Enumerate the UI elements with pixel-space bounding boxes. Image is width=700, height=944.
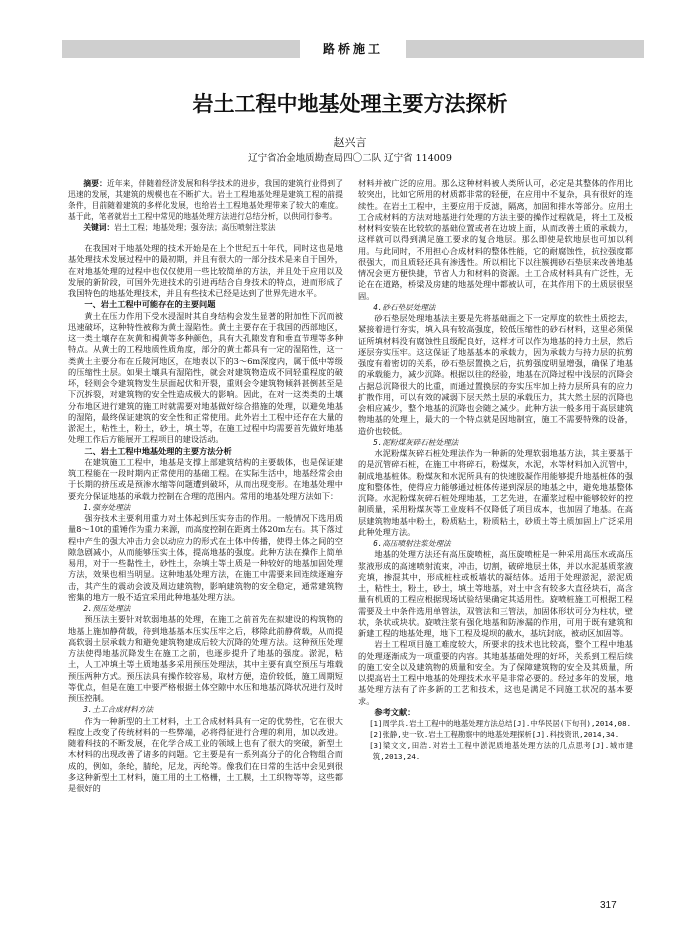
body-paragraph: 岩土工程项目施工难度较大，所要求的技术也比较高，整个工程中地基的处理逐渐成为一项重要的内容。其地基基础处理的好坏，关系到工程后续的施工安全以及建筑物的质量和安全。为了保障建筑物的安全及其质量，所以提高岩土工程中地基的处理技术水平是非常必要的。经过多年的发展，地基处理方法有了许多新的工艺和技术，这也是满足不同施工状况的基本要求。 — [358, 639, 633, 706]
body-paragraph: 黄土在压力作用下受水浸湿时其自身结构会发生显著的附加性下沉而被迅速破坏，这种特性被称为黄土湿陷性。黄土主要存在于我国的西部地区，这一类土壤存在灰黄和褐黄等多种颜色，具有大孔隙发育和垂直节理等多种特点。从黄土的工程地质性质角度，部分的黄土都具有一定的湿陷性，这一类黄土主要分布在丘陵河地区，在地表以下的3～6m深度内，属于低中等级的压缩性土层。如果土壤具有湿陷性，就会对建筑物造成不同轻重程度的破坏，轻则会令建筑物发生层面起伏和开裂，重则会令建筑物倾斜甚倒甚至是下沉拆裂，对建筑物的安全性造成极大的影响。因此，在对一这类类的土壤分布地区进行建筑的施工时就需要对地基做好综合措施的处理，以避免地基的湿陷，最终保证建筑的安全性和正常使用。此外岩土工程中还存在大量的淤泥土，粘性土，粉土，砂土，填土等，在施工过程中均需要首先做好地基处理工作后方能展开工程项目的建设活动。 — [68, 310, 343, 445]
abstract-paragraph — [68, 178, 343, 222]
subsection-heading: 3.土工合成材料方法 — [83, 705, 154, 715]
body-paragraph: 地基的处理方法还有高压旋喷桩，高压旋喷桩是一种采用高压水或高压浆液形成的高速喷射流束，冲击，切割，破碎地层土体，并以水泥基质浆液充填，掺混其中，形成桩柱或板墙状的凝结体。适用于处理淤泥，淤泥质土，粘性土，粉土，砂土，填土等地基，对土中含有较多大直径块石，高含量有机质的工程应根据现场试验结果确定其适用性。旋喷桩施工可根据工程需要及土中条件选用单管法，双管法和三管法，加固体形状可分为柱状，壁状，条状或块状。旋喷注浆有强化地基和防渗漏的作用，可用于既有建筑和新建工程的地基处理，地下工程及堤坝的截水，基坑封底，被动区加固等。 — [358, 549, 633, 638]
reference-item: [2]张静,史一钦.岩土工程勘察中的地基处理探析[J].科技资讯,2014,34. — [369, 730, 620, 739]
body-paragraph: 强夯技术主要利用重力对土体起到压实夯击的作用。一般情况下选用质量8～10t的重锤作为重力来源，而高度控制在距离土体20m左右。其下落过程中产生的强大冲击力会以动应力的形式在土体中传播，使得土体之间的空隙急剧减小，从而能够压实土体，提高地基的强度。此种方法在操作上简单易用，对于一些黏性土，砂性土，杂填土等土质是一种较好的地基加固处理方法，效果也相当明显。这种地基处理方法，在施工中需要来回连续逐遍夯击，其产生的震动会波及周边建筑物，影响建筑物的安全稳定，通常建筑物密集的地方一般不适宜采用此种地基处理方法。 — [68, 513, 343, 602]
subsection-heading: 6.高压喷射注浆处理法 — [373, 539, 451, 548]
subsection-heading: 4.砂石垫层处理法 — [373, 302, 436, 312]
body-paragraph: 材料并被广泛的应用。那么这种材料被人类所认可，必定是其整体的作用比较突出，比如它所用的材质都非常的轻便，在应用中不复杂，具有很好的连续性。在岩土工程中，主要应用于反滤，隔离，加固和排水等部分。应用土工合成材料的方法对地基进行处理的方法主要的操作过程就是，将土工及板材材料安装在比较软的基础位置或者在边坡上面，从而改善土质的承载力，这样就可以得到满足施工要求的复合地层。那么即使是软地层也可加以利用。与此同时，不用担心合成材料的整体性能，它的耐腐蚀性，抗拉强度都很强大，而且质轻还具有渗透性。所以相比下以往簇拥砂石垫层来改善地基情况会更方便快捷，节省人力和材料的资源。土工合成材料具有广泛性，无论在在道路，桥梁及房建的地基处理中都被认可，在其作用下的土质层很坚固。 — [358, 178, 633, 301]
subsection-heading: 2.预压处理法 — [83, 604, 131, 613]
reference-item: [1]周学兵.岩土工程中的地基处理方法总结[J].中华民居(下旬刊),2014,08. — [369, 719, 632, 728]
author-name: 赵兴言 — [333, 136, 367, 149]
left-column — [68, 178, 343, 794]
reference-item: [3]梁文文,田浩.对岩土工程中淤泥质地基处理方法的几点思考[J].城市建筑,2013,24. — [369, 741, 633, 761]
body-paragraph: 在我国对于地基处理的技术开始是在上个世纪五十年代，同时这也是地基处理技术发展过程中的最初期，并且有很大的一部分技术是来自于国外，在对地基处理的过程中也仅仅使用一些比较简单的方法，并且处于应用以及发展的新阶段，可国外先进技术的引进再结合自身技术的特点，进而形成了我国特色的地基处理技术，并且有些技术已经是达到了世界先进水平。 — [68, 243, 343, 298]
abstract-text: 近年来，伴随着经济发展和科学技术的进步，我国的建筑行业得到了迅速的发展，其建筑的规模也在不断扩大。岩土工程地基处理是建筑工程的前提条件，目前随着建筑的多样化发展，也给岩土工程地基处理带来了较大的难度。基于此，笔者就岩土工程中常见的地基处理方法进行总结分析，以供同行参考。 — [68, 179, 343, 221]
author-affiliation: 辽宁省冶金地质勘查局四〇二队 辽宁省 114009 — [248, 153, 452, 164]
body-paragraph: 预压法主要针对软弱地基的处理，在施工之前首先在拟建设的构筑物的地基上施加静荷载，待到地基基本压实压牢之后，移除此前静荷载，从而提高软弱土层承载力和避免建筑物建成后较大沉降的处理方法。这种预压处理方法使得地基沉降发生在施工之前，也逐步提升了地基的强度。淤泥，粘土，人工冲填土等土质地基多采用预压处理法，其中主要有真空预压与堆载预压两种方式。预压法具有操作较容易，取材方便，造价较低，施工周期短等优点，但是在施工中要严格根据土体空隙中水压和地基沉降状况进行及时预压控制。 — [68, 614, 343, 703]
keywords-paragraph — [68, 222, 343, 233]
page-number: 317 — [600, 900, 617, 911]
section-heading: 一、岩土工程中可能存在的主要问题 — [84, 299, 216, 310]
body-paragraph: 水泥粉煤灰碎石桩处理法作为一种新的处理软弱地基方法，其主要基于的是沉管碎石桩，在施工中将碎石，粉煤灰，水泥，水等材料加入沉管中，制成地基桩体。粉煤灰和水泥所具有的快速胶凝作用能够提升地基桩体的强度和整体性，使得应力能够通过桩体传递到深层的地基之中，避免地基整体沉降。水泥粉煤灰碎石桩处理地基，工艺先进，在灌浆过程中能够较好的控制质量，采用粉煤灰等工业废料不仅降低了项目成本，也加固了地基。在高层建筑物地基中粉土，粉质粘土，粉质粘土，砂质土等土质加固上广泛采用此种处理方法。 — [358, 448, 633, 537]
article-title: 岩土工程中地基处理主要方法探析 — [192, 92, 508, 116]
left-body — [68, 243, 343, 794]
section-header: 路桥施工 — [300, 40, 406, 58]
keywords-label: 关键词： — [83, 223, 115, 232]
body-paragraph: 作为一种新型的土工材料，土工合成材料具有一定的优势性，它在很大程度上改变了传统材料的一些弊端，必将得征进行合理的利用，加以改进。随着科技的不断发展，在化学合成工业的领域上也有了很大的突破，新型土木材料的出现改善了诸多的问题。它主要是有一系列高分子的化合物组合而成的，例如，条纶，腈纶，尼龙，丙纶等。像我们在日常的生活中会见到很多这种新型土工材料，施工用的土工格栅，土工膜，土工织物等等，这些都是很好的 — [68, 715, 343, 793]
abstract-block — [68, 178, 343, 233]
section-heading: 二、岩土工程中地基处理的主要方法分析 — [84, 445, 232, 456]
body-paragraph: 在建筑施工工程中，地基是支撑上部建筑结构的主要载体，也是保证建筑工程能在一段时期内正常使用的基础工程。在实际生活中，地基经常会由于长期的挤压或是预渗水缩等问题遭到破坏，从而出现变形。在地基处理中要充分保证地基的承载力控制在合理的范围内。常用的地基处理方法如下： — [68, 456, 343, 501]
subsection-heading: 1.强夯处理法 — [83, 502, 131, 512]
keywords-text: 岩土工程；地基处理；强夯法；高压喷射注浆法 — [114, 223, 276, 232]
right-body — [358, 178, 633, 762]
abstract-label: 摘要： — [83, 179, 108, 188]
body-paragraph: 砂石垫层处理地基法主要是先将基础面之下一定厚度的软性土质挖去，紧接着进行夯实，填入具有较高强度，较低压缩性的砂石材料，这里必须保证所填材料没有腐蚀性且级配良好，这样才可以作为地基的持力土层，然后逐层夯实压牢。这这保证了地基基本的承载力，因为承载力与持力层的抗剪强度有着密切的关系，砂石垫层置换之后，抗剪强度明显增强，确保了地基的承载能力，减少沉降。根据以往的经验，地基在沉降过程中浅层的沉降会占据总沉降很大的比重，而通过置换层的夯实压牢加上持力层所具有的应力扩散作用，可以有效的减弱下层天然土层的承载压力，其大然土层的沉降也会相应减少，整个地基的沉降也会随之减少。此种方法一般多用于高层建筑物地基的处理上，最大的一个特点就是因地制宜，施工不需要特殊的设备，造价也较低。 — [358, 313, 633, 436]
subsection-heading: 5.泥粉煤灰碎石桩处理法 — [373, 437, 459, 447]
right-column — [358, 178, 633, 762]
references-heading: 参考文献： — [374, 706, 416, 717]
